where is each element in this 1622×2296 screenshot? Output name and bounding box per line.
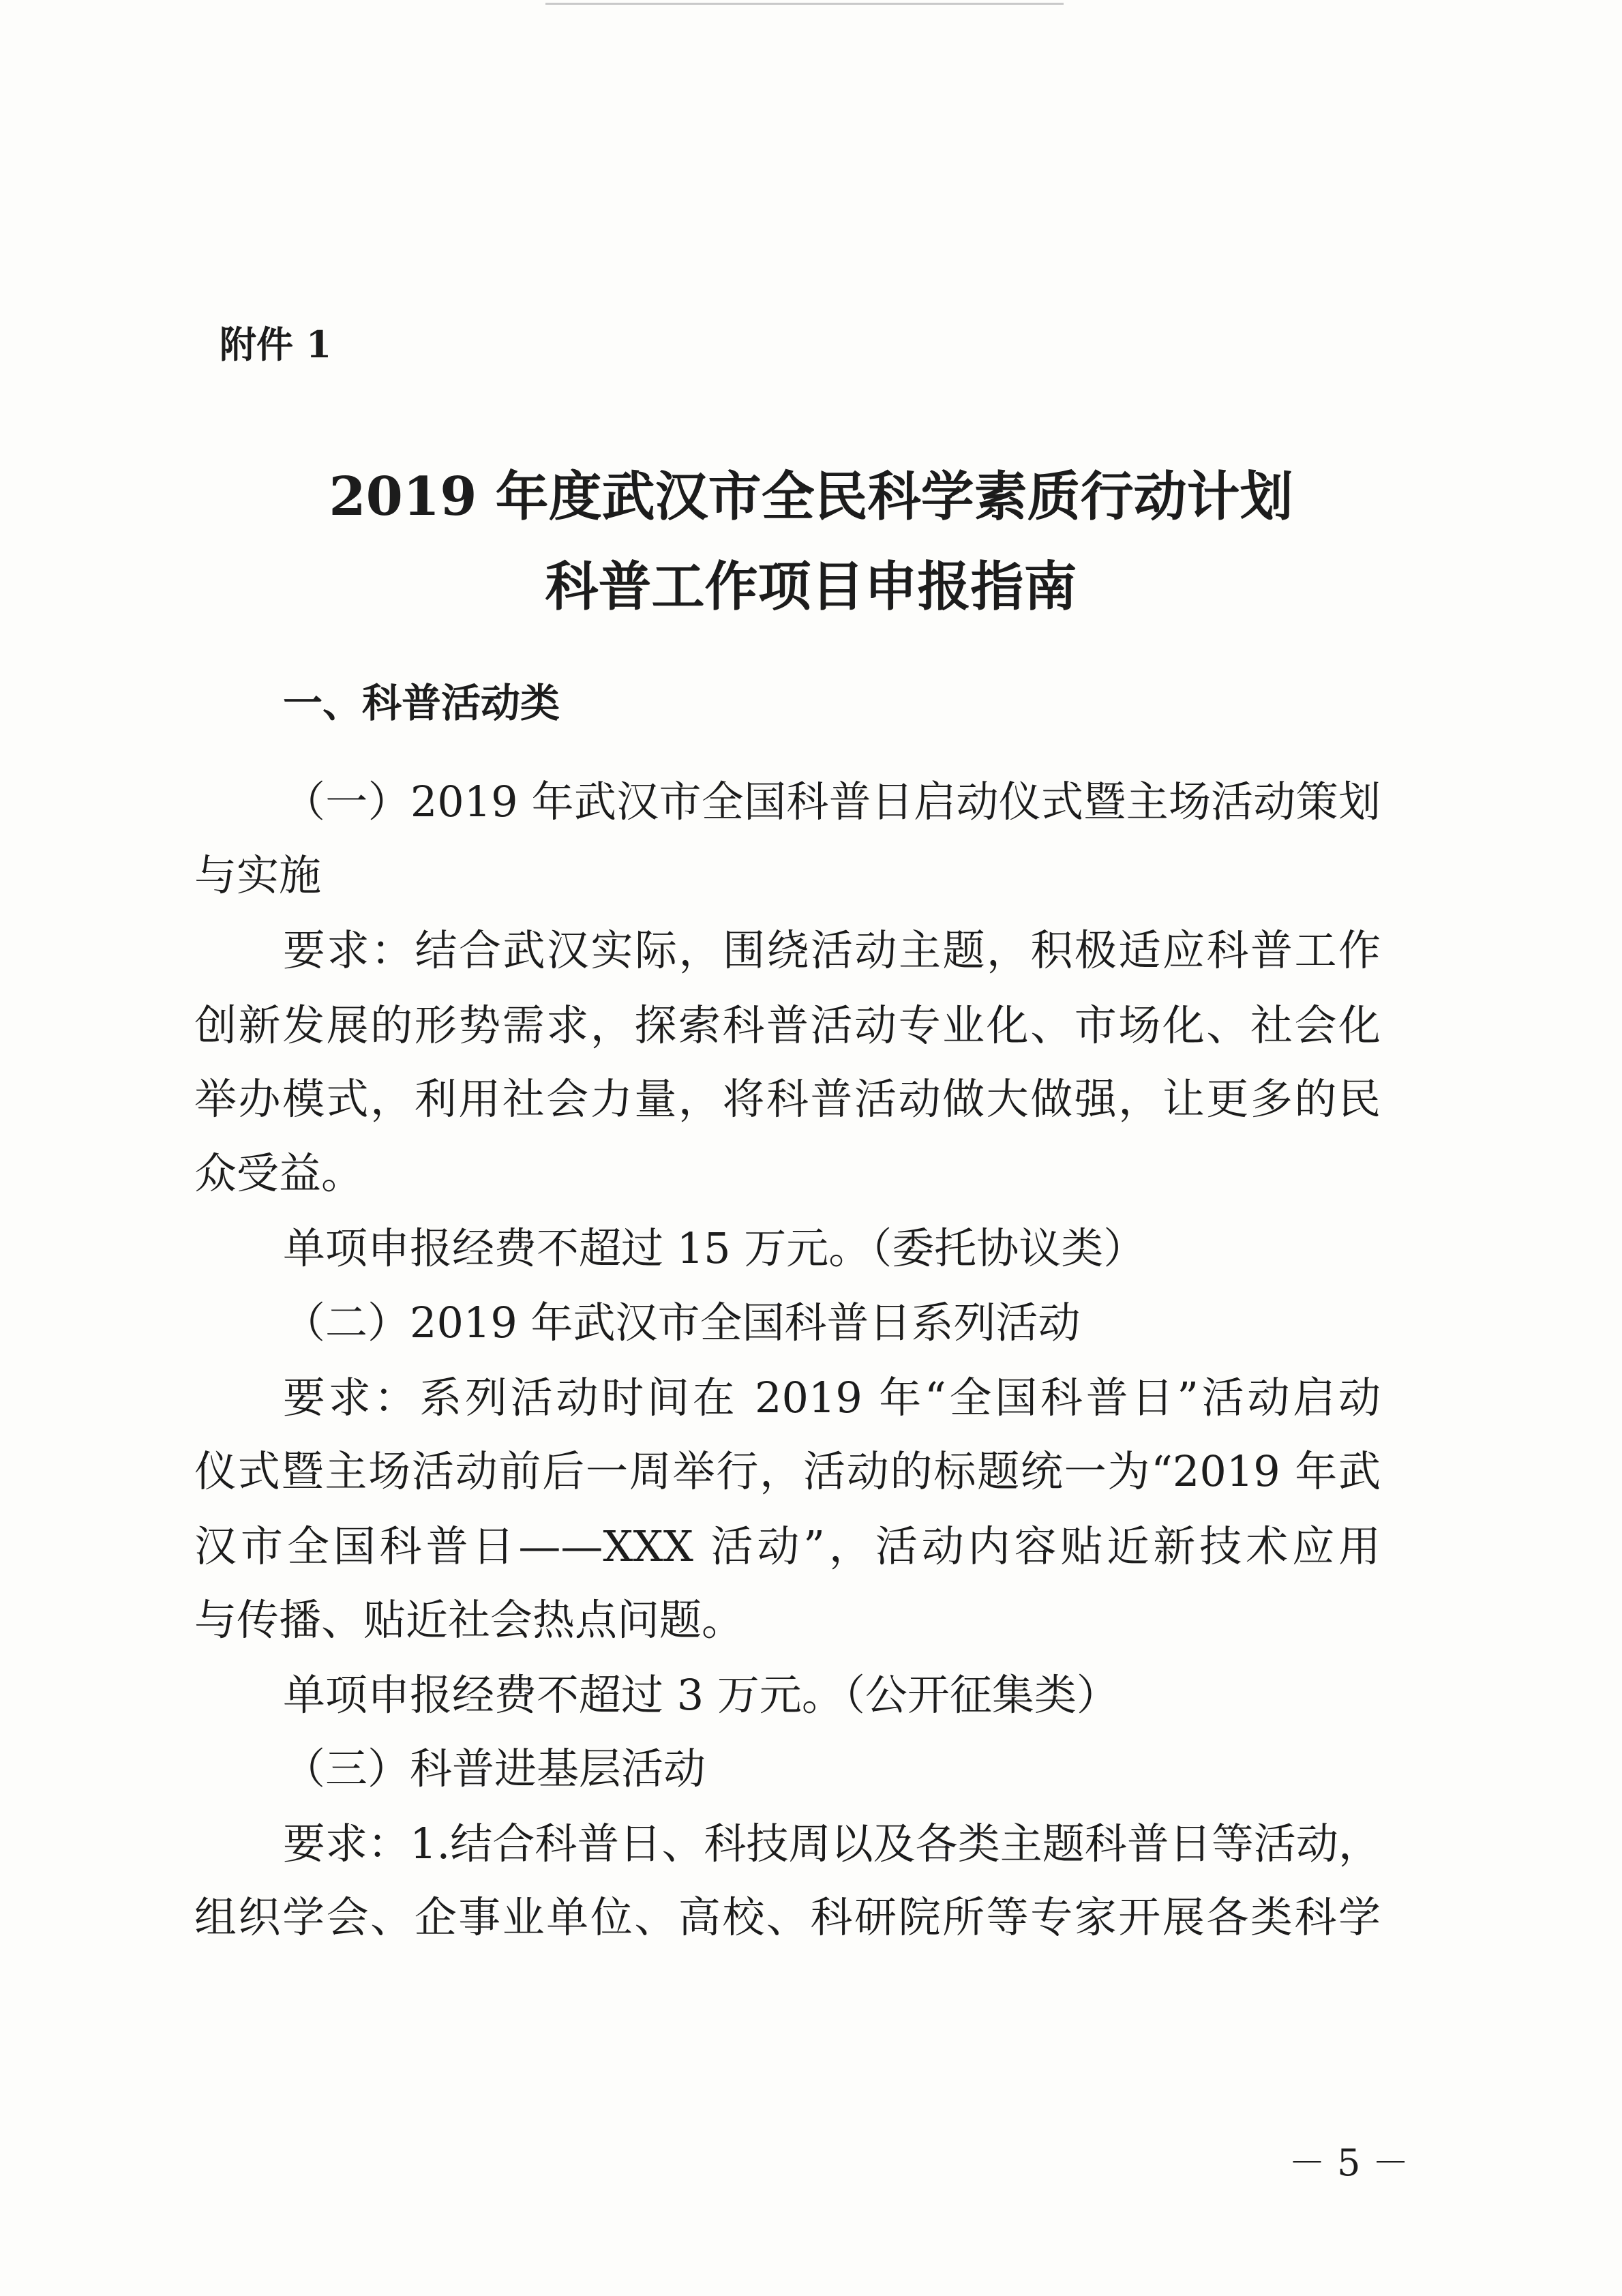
scan-edge-mark (545, 3, 1064, 5)
funding-note-1: 单项申报经费不超过 15 万元。（委托协议类） (283, 1223, 1146, 1273)
document-title-line-1: 2019 年度武汉市全民科学素质行动计划 (329, 466, 1293, 528)
funding-note-2: 单项申报经费不超过 3 万元。（公开征集类） (283, 1670, 1119, 1720)
paragraph-line: 众受益。 (194, 1148, 364, 1198)
paragraph-line: 举办模式，利用社会力量，将科普活动做大做强，让更多的民 (194, 1074, 1381, 1124)
document-title-line-2: 科普工作项目申报指南 (545, 556, 1077, 618)
paragraph-line: 要求：1.结合科普日、科技周以及各类主题科普日等活动， (283, 1819, 1381, 1868)
section-heading: 一、科普活动类 (283, 680, 560, 726)
paragraph-line: 要求：结合武汉实际，围绕活动主题，积极适应科普工作 (283, 925, 1381, 975)
paragraph-line: 汉市全国科普日——XXX 活动”，活动内容贴近新技术应用 (194, 1521, 1381, 1571)
paragraph-line: 要求：系列活动时间在 2019 年“全国科普日”活动启动 (283, 1373, 1381, 1422)
attachment-label: 附件 1 (220, 323, 332, 366)
paragraph-line: 仪式暨主场活动前后一周举行，活动的标题统一为“2019 年武 (194, 1446, 1381, 1496)
subsection-heading-3: （三）科普进基层活动 (283, 1744, 706, 1793)
paragraph-line: 组织学会、企事业单位、高校、科研院所等专家开展各类科学 (194, 1892, 1381, 1942)
subsection-heading-2: （二）2019 年武汉市全国科普日系列活动 (283, 1298, 1081, 1347)
subsection-heading-1-cont: 与实施 (194, 850, 322, 900)
paragraph-line: 与传播、贴近社会热点问题。 (194, 1595, 745, 1645)
page-number: － 5 － (1289, 2141, 1409, 2184)
paragraph-line: 创新发展的形势需求，探索科普活动专业化、市场化、社会化 (194, 1000, 1381, 1050)
subsection-heading-1: （一）2019 年武汉市全国科普日启动仪式暨主场活动策划 (283, 777, 1381, 826)
